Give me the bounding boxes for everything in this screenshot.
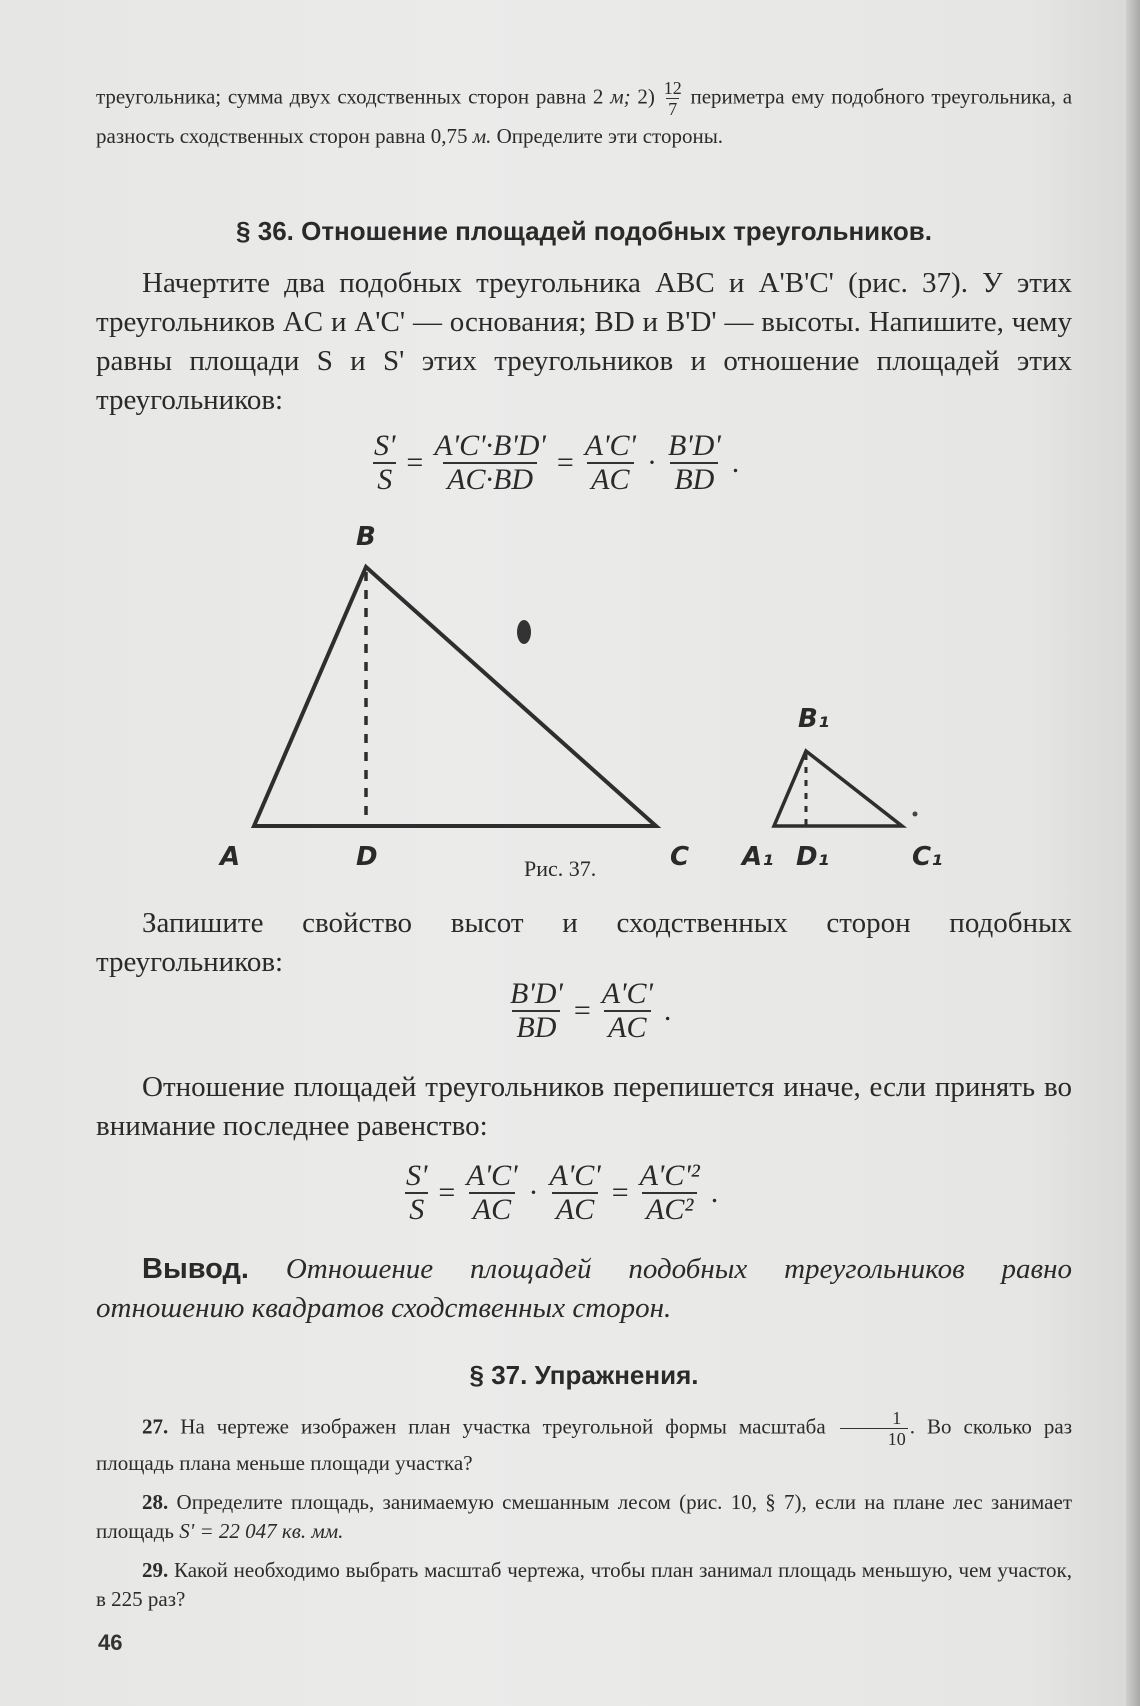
formula1-frac1 [370, 430, 399, 496]
top-line2: подобного треугольника, а разность сходственных сторон равна 0,75 [96, 84, 1073, 148]
exercise-27-scale-num: 1 [892, 1408, 902, 1428]
formula1-frac4 [664, 430, 725, 496]
exercise-27-scale-den: 10 [840, 1428, 908, 1449]
formula1-frac1-num: S' [374, 429, 396, 462]
formula1-frac2-num: A'C'·B'D' [434, 429, 546, 462]
formula1-dot: · [646, 446, 657, 479]
figure-37-triangles [200, 520, 960, 850]
label-b: B [356, 522, 376, 552]
label-a: A [220, 842, 241, 872]
label-d: D [356, 842, 378, 872]
ratio-text: Отношение площадей треугольников перепишется иначе, если принять во внимание последнее равенство: [96, 1071, 1072, 1142]
formula3-frac4-num: A'C'² [639, 1159, 700, 1192]
formula1-frac4-num: B'D' [667, 429, 721, 462]
exercise-27-text-b: . Во сколько раз площадь плана меньше площади участка? [96, 1414, 1073, 1475]
exercise-29 [96, 1556, 1072, 1614]
formula2-frac2 [598, 978, 657, 1044]
formula1-end: . [731, 446, 740, 479]
top-line1-b: периметра ему [690, 84, 825, 109]
formula3-frac3 [546, 1160, 605, 1226]
top-paragraph [96, 78, 1072, 153]
exercise-28-unit: кв. мм. [281, 1519, 344, 1543]
formula3-frac4-den: AC² [642, 1192, 697, 1226]
top-line1-item: 2) [637, 84, 655, 109]
formula-squared-ratio [398, 1160, 721, 1226]
large-triangle-abc [254, 567, 656, 826]
formula2-frac1-den: BD [512, 1010, 560, 1044]
top-line1-a: треугольника; сумма двух сходственных сторон равна 2 [96, 84, 604, 109]
formula2-frac2-num: A'C' [601, 977, 653, 1010]
formula3-eq2: = [611, 1176, 629, 1209]
label-a1: A₁ [742, 842, 774, 872]
formula3-frac4 [636, 1160, 704, 1226]
section-36-title: § 36. Отношение площадей подобных треугольников. [236, 216, 932, 246]
formula1-frac3-num: A'C' [584, 429, 636, 462]
page-edge-shadow [1126, 0, 1140, 1706]
formula2-eq: = [573, 994, 591, 1027]
top-line1-unit: м; [610, 84, 631, 109]
formula2-frac2-den: AC [604, 1010, 650, 1044]
formula1-frac2-den: AC·BD [443, 462, 537, 496]
formula1-eq1: = [406, 446, 424, 479]
page-number: 46 [98, 1630, 123, 1655]
formula2-frac1-num: B'D' [510, 977, 563, 1010]
formula3-dot: · [528, 1176, 539, 1209]
formula3-frac2-num: A'C' [466, 1159, 518, 1192]
formula3-frac1-den: S [405, 1192, 428, 1226]
top-line2-unit: м. [472, 124, 492, 148]
label-c: C [670, 842, 690, 872]
ink-dot [913, 812, 918, 817]
formula3-frac2-den: AC [469, 1192, 515, 1226]
section-37-title: § 37. Упражнения. [469, 1360, 699, 1390]
figure-caption: Рис. 37. [524, 856, 597, 881]
exercise-28-value: S' = 22 047 [179, 1519, 277, 1543]
formula3-frac1 [402, 1160, 431, 1226]
formula2-end: . [663, 994, 672, 1027]
formula1-frac1-den: S [373, 462, 396, 496]
formula3-end: . [710, 1176, 719, 1209]
top-fraction-num: 12 [663, 78, 682, 98]
exercise-28-number: 28. [142, 1490, 169, 1514]
formula3-frac2 [462, 1160, 521, 1226]
formula3-frac1-num: S' [406, 1159, 428, 1192]
exercise-27-text-a: На чертеже изображен план участка треугольной формы масштаба [180, 1414, 826, 1439]
formula-area-ratio [366, 430, 742, 496]
formula1-frac3-den: AC [587, 462, 633, 496]
exercise-27-scale-fraction [840, 1408, 908, 1449]
formula2-frac1 [506, 978, 567, 1044]
label-c1: C₁ [912, 842, 943, 872]
formula1-eq2: = [556, 446, 574, 479]
formula1-frac3 [581, 430, 640, 496]
conclusion-label: Вывод. [142, 1253, 249, 1285]
exercise-27-number: 27. [142, 1414, 169, 1439]
exercise-29-text: Какой необходимо выбрать масштаб чертежа, чтобы план занимал площадь меньшую, чем участок, в 225 раз? [96, 1558, 1072, 1611]
small-triangle-a1b1c1 [774, 751, 902, 826]
formula3-frac3-den: AC [552, 1192, 598, 1226]
label-d1: D₁ [796, 842, 829, 872]
top-line2-b: Определите эти стороны. [496, 124, 724, 148]
conclusion-text: Отношение площадей подобных треугольников равно отношению квадратов сходственных сторон. [96, 1253, 1073, 1324]
exercise-28 [96, 1488, 1072, 1546]
exercise-28-text: Определите площадь, занимаемую смешанным лесом (рис. 10, § 7), если на плане лес занимает площадь [96, 1490, 1072, 1543]
ink-spot [517, 620, 531, 644]
formula3-frac3-num: A'C' [549, 1159, 601, 1192]
formula-height-ratio [502, 978, 674, 1044]
conclusion [96, 1250, 1072, 1328]
formula3-eq1: = [438, 1176, 456, 1209]
formula1-frac4-den: BD [670, 462, 718, 496]
formula1-frac2 [430, 430, 550, 496]
top-fraction-den: 7 [668, 99, 678, 119]
label-b1: B₁ [798, 704, 830, 734]
property-text: Запишите свойство высот и сходственных сторон подобных треугольников: [96, 907, 1072, 978]
exercise-29-number: 29. [142, 1558, 169, 1582]
top-fraction [664, 78, 682, 119]
section-36-intro: Начертите два подобных треугольника ABC и A'B'C' (рис. 37). У этих треугольников AC и A'C' — основания; BD и B'D' — высоты. Напишите, чему равны площади S и S' этих треугольников и отношение площадей этих треугольников: [96, 267, 1072, 416]
exercise-27 [96, 1408, 1072, 1478]
